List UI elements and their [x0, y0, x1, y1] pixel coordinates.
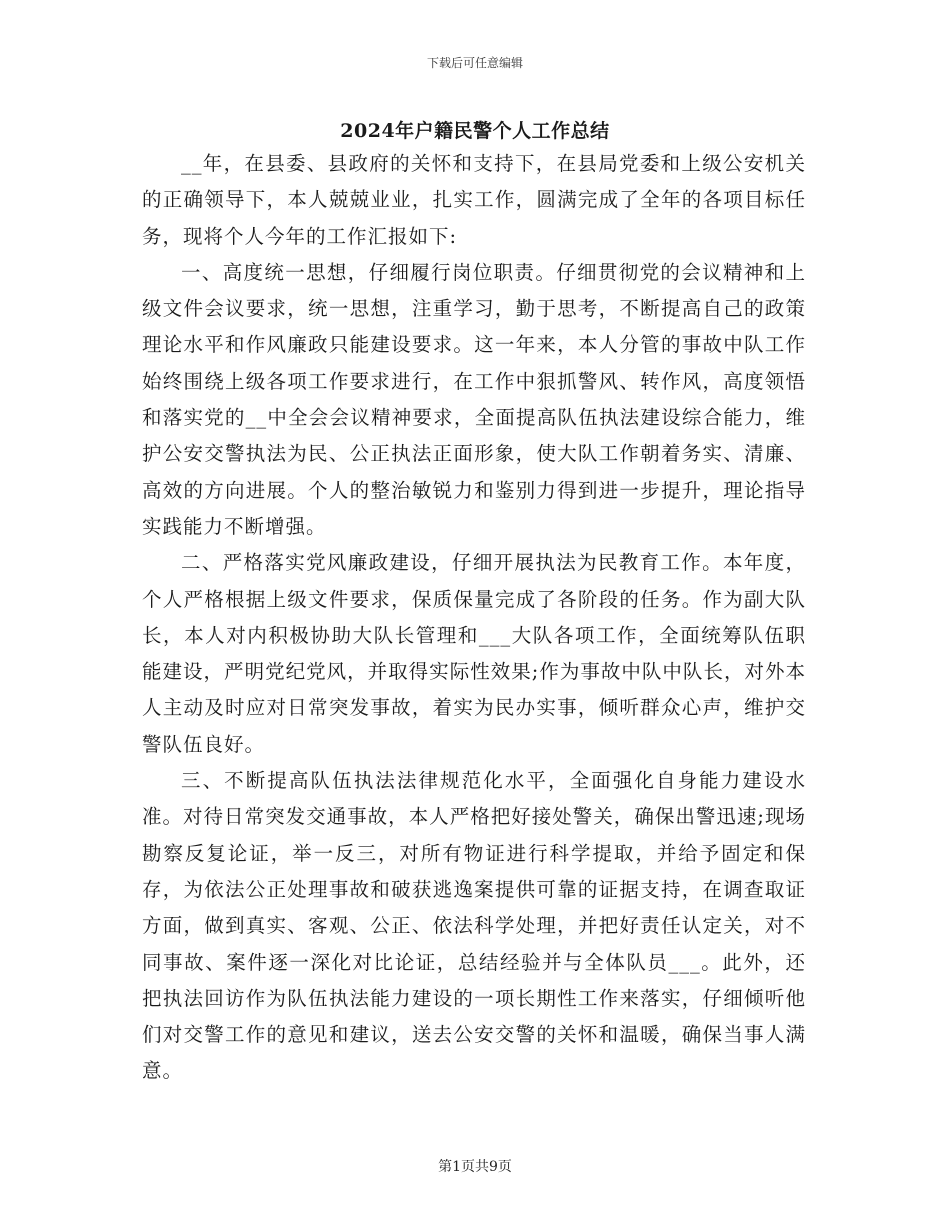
paragraph-section-3: 三、不断提高队伍执法法律规范化水平，全面强化自身能力建设水准。对待日常突发交通事故，本人严格把好接处警关，确保出警迅速;现场勘察反复论证，举一反三，对所有物证进行科学提取，并给予固定和保存，为依法公正处理事故和破获逃逸案提供可靠的证据支持，在调查取证方面，做到真实、客观、公正、依法科学处理，并把好责任认定关，对不同事故、案件逐一深化对比论证，总结经验并与全体队员___。此外，还把执法回访作为队伍执法能力建设的一项长期性工作来落实，仔细倾听他们对交警工作的意见和建议，送去公安交警的关怀和温暖，确保当事人满意。	[142, 769, 806, 1083]
paragraph-section-2: 二、严格落实党风廉政建设，仔细开展执法为民教育工作。本年度，个人严格根据上级文件要求，保质保量完成了各阶段的任务。作为副大队长，本人对内积极协助大队长管理和___大队各项工作，全面统筹队伍职能建设，严明党纪党风，并取得实际性效果;作为事故中队中队长，对外本人主动及时应对日常突发事故，着实为民办实事，倾听群众心声，维护交警队伍良好。	[142, 551, 806, 756]
paragraph-section-1: 一、高度统一思想，仔细履行岗位职责。仔细贯彻党的会议精神和上级文件会议要求，统一思想，注重学习，勤于思考，不断提高自己的政策理论水平和作风廉政只能建设要求。这一年来，本人分管的事故中队工作始终围绕上级各项工作要求进行，在工作中狠抓警风、转作风，高度领悟和落实党的__中全会会议精神要求，全面提高队伍执法建设综合能力，维护公安交警执法为民、公正执法正面形象，使大队工作朝着务实、清廉、高效的方向进展。个人的整治敏锐力和鉴别力得到进一步提升，理论指导实践能力不断增强。	[142, 260, 806, 538]
document-body	[142, 146, 806, 1090]
paragraph-intro: __年，在县委、县政府的关怀和支持下，在县局党委和上级公安机关的正确领导下，本人兢兢业业，扎实工作，圆满完成了全年的各项目标任务，现将个人今年的工作汇报如下:	[142, 152, 806, 248]
page-number: 第1页共9页	[438, 1159, 512, 1175]
header-note: 下载后可任意编辑	[426, 56, 523, 70]
document-title: 2024年户籍民警个人工作总结	[340, 120, 610, 142]
